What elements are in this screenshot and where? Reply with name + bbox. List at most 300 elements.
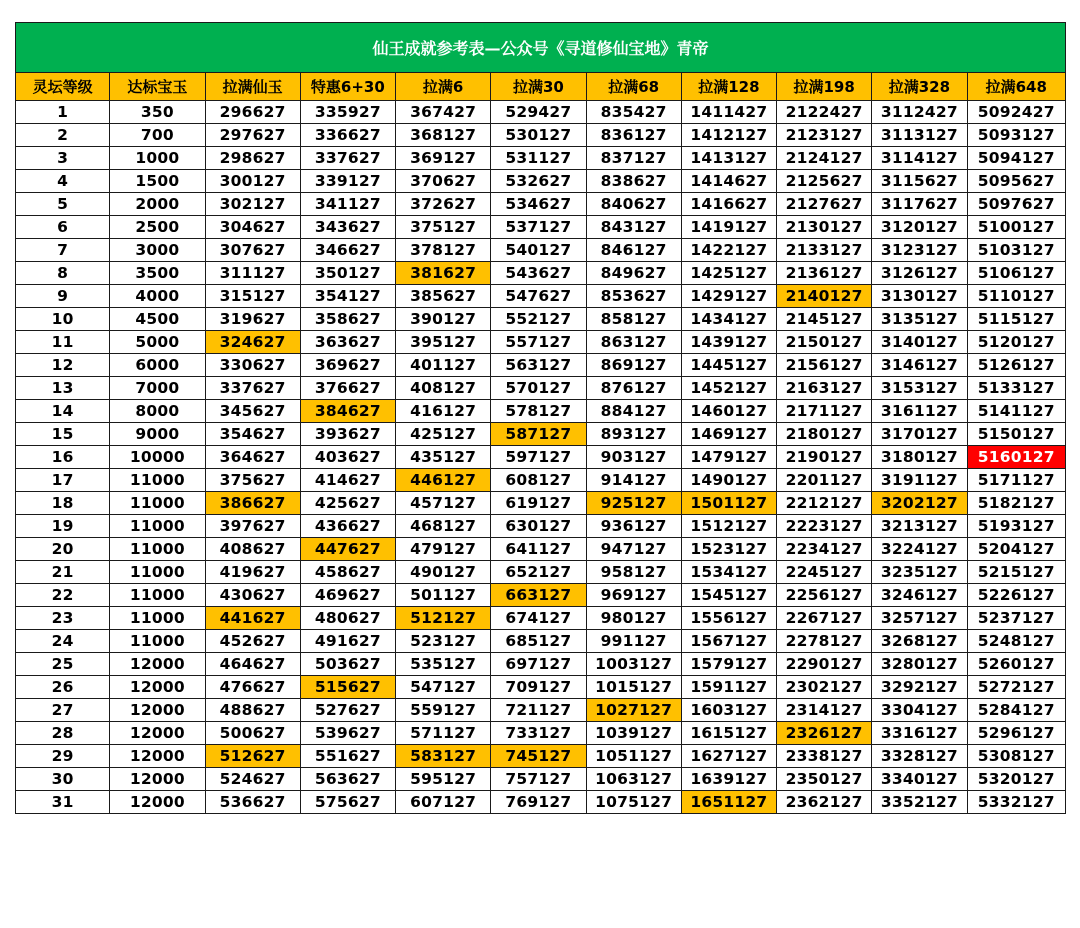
table-cell: 3146127 bbox=[872, 354, 967, 377]
table-cell: 343627 bbox=[300, 216, 395, 239]
table-cell: 1651127 bbox=[681, 791, 776, 814]
table-cell: 2245127 bbox=[777, 561, 872, 584]
table-cell: 2123127 bbox=[777, 124, 872, 147]
table-cell: 745127 bbox=[491, 745, 586, 768]
table-cell: 587127 bbox=[491, 423, 586, 446]
table-cell: 2338127 bbox=[777, 745, 872, 768]
table-cell: 6000 bbox=[110, 354, 205, 377]
table-cell: 430627 bbox=[205, 584, 300, 607]
table-cell: 1414627 bbox=[681, 170, 776, 193]
table-cell: 2140127 bbox=[777, 285, 872, 308]
table-cell: 435127 bbox=[396, 446, 491, 469]
table-cell: 512627 bbox=[205, 745, 300, 768]
table-cell: 2234127 bbox=[777, 538, 872, 561]
table-cell: 619127 bbox=[491, 492, 586, 515]
table-cell: 3304127 bbox=[872, 699, 967, 722]
table-cell: 393627 bbox=[300, 423, 395, 446]
table-cell: 5320127 bbox=[967, 768, 1066, 791]
table-cell: 1434127 bbox=[681, 308, 776, 331]
table-cell: 354127 bbox=[300, 285, 395, 308]
table-row bbox=[16, 722, 1066, 745]
table-cell: 721127 bbox=[491, 699, 586, 722]
table-cell: 5095627 bbox=[967, 170, 1066, 193]
level-cell: 28 bbox=[16, 722, 110, 745]
table-cell: 425627 bbox=[300, 492, 395, 515]
table-cell: 1512127 bbox=[681, 515, 776, 538]
table-cell: 641127 bbox=[491, 538, 586, 561]
level-cell: 16 bbox=[16, 446, 110, 469]
table-cell: 1425127 bbox=[681, 262, 776, 285]
table-cell: 436627 bbox=[300, 515, 395, 538]
table-cell: 480627 bbox=[300, 607, 395, 630]
table-cell: 2130127 bbox=[777, 216, 872, 239]
level-cell: 9 bbox=[16, 285, 110, 308]
table-cell: 853627 bbox=[586, 285, 681, 308]
table-cell: 597127 bbox=[491, 446, 586, 469]
table-cell: 991127 bbox=[586, 630, 681, 653]
level-cell: 11 bbox=[16, 331, 110, 354]
table-cell: 337627 bbox=[300, 147, 395, 170]
table-cell: 4000 bbox=[110, 285, 205, 308]
table-cell: 1479127 bbox=[681, 446, 776, 469]
table-row bbox=[16, 423, 1066, 446]
table-cell: 2350127 bbox=[777, 768, 872, 791]
table-cell: 5097627 bbox=[967, 193, 1066, 216]
table-cell: 2163127 bbox=[777, 377, 872, 400]
table-cell: 490127 bbox=[396, 561, 491, 584]
table-cell: 11000 bbox=[110, 515, 205, 538]
table-row bbox=[16, 561, 1066, 584]
table-cell: 1500 bbox=[110, 170, 205, 193]
table-cell: 12000 bbox=[110, 653, 205, 676]
table-row bbox=[16, 515, 1066, 538]
table-cell: 5094127 bbox=[967, 147, 1066, 170]
table-cell: 3130127 bbox=[872, 285, 967, 308]
table-cell: 5103127 bbox=[967, 239, 1066, 262]
table-cell: 3180127 bbox=[872, 446, 967, 469]
table-cell: 2201127 bbox=[777, 469, 872, 492]
table-cell: 5204127 bbox=[967, 538, 1066, 561]
table-cell: 3120127 bbox=[872, 216, 967, 239]
table-cell: 674127 bbox=[491, 607, 586, 630]
table-cell: 1039127 bbox=[586, 722, 681, 745]
table-cell: 5141127 bbox=[967, 400, 1066, 423]
table-cell: 2190127 bbox=[777, 446, 872, 469]
table-cell: 1627127 bbox=[681, 745, 776, 768]
table-row bbox=[16, 676, 1066, 699]
table-cell: 2223127 bbox=[777, 515, 872, 538]
table-cell: 531127 bbox=[491, 147, 586, 170]
table-cell: 10000 bbox=[110, 446, 205, 469]
table-cell: 947127 bbox=[586, 538, 681, 561]
table-row bbox=[16, 745, 1066, 768]
table-row bbox=[16, 630, 1066, 653]
table-row bbox=[16, 262, 1066, 285]
table-cell: 700 bbox=[110, 124, 205, 147]
table-cell: 769127 bbox=[491, 791, 586, 814]
table-row bbox=[16, 446, 1066, 469]
table-cell: 1429127 bbox=[681, 285, 776, 308]
table-cell: 547627 bbox=[491, 285, 586, 308]
table-cell: 408627 bbox=[205, 538, 300, 561]
table-cell: 345627 bbox=[205, 400, 300, 423]
level-cell: 5 bbox=[16, 193, 110, 216]
table-cell: 5284127 bbox=[967, 699, 1066, 722]
table-cell: 2302127 bbox=[777, 676, 872, 699]
table-cell: 537127 bbox=[491, 216, 586, 239]
level-cell: 23 bbox=[16, 607, 110, 630]
table-cell: 630127 bbox=[491, 515, 586, 538]
level-cell: 26 bbox=[16, 676, 110, 699]
table-cell: 3202127 bbox=[872, 492, 967, 515]
level-cell: 6 bbox=[16, 216, 110, 239]
table-cell: 363627 bbox=[300, 331, 395, 354]
column-header: 拉满328 bbox=[872, 73, 967, 101]
table-row bbox=[16, 285, 1066, 308]
table-cell: 414627 bbox=[300, 469, 395, 492]
table-row bbox=[16, 354, 1066, 377]
table-cell: 2290127 bbox=[777, 653, 872, 676]
table-cell: 336627 bbox=[300, 124, 395, 147]
table-cell: 304627 bbox=[205, 216, 300, 239]
table-cell: 540127 bbox=[491, 239, 586, 262]
table-row bbox=[16, 170, 1066, 193]
table-cell: 447627 bbox=[300, 538, 395, 561]
table-cell: 3170127 bbox=[872, 423, 967, 446]
table-cell: 3316127 bbox=[872, 722, 967, 745]
table-cell: 5260127 bbox=[967, 653, 1066, 676]
table-cell: 3268127 bbox=[872, 630, 967, 653]
table-cell: 4500 bbox=[110, 308, 205, 331]
column-header: 拉满68 bbox=[586, 73, 681, 101]
table-cell: 570127 bbox=[491, 377, 586, 400]
table-cell: 12000 bbox=[110, 699, 205, 722]
table-cell: 9000 bbox=[110, 423, 205, 446]
table-cell: 858127 bbox=[586, 308, 681, 331]
column-header: 拉满198 bbox=[777, 73, 872, 101]
table-row bbox=[16, 308, 1066, 331]
table-cell: 3123127 bbox=[872, 239, 967, 262]
table-cell: 757127 bbox=[491, 768, 586, 791]
column-header: 特惠6+30 bbox=[300, 73, 395, 101]
table-cell: 5248127 bbox=[967, 630, 1066, 653]
table-cell: 503627 bbox=[300, 653, 395, 676]
column-header: 灵坛等级 bbox=[16, 73, 110, 101]
table-cell: 501127 bbox=[396, 584, 491, 607]
table-row bbox=[16, 377, 1066, 400]
table-cell: 1460127 bbox=[681, 400, 776, 423]
table-cell: 536627 bbox=[205, 791, 300, 814]
level-cell: 13 bbox=[16, 377, 110, 400]
table-cell: 5092427 bbox=[967, 101, 1066, 124]
table-cell: 3153127 bbox=[872, 377, 967, 400]
table-cell: 1422127 bbox=[681, 239, 776, 262]
table-cell: 836127 bbox=[586, 124, 681, 147]
table-cell: 3246127 bbox=[872, 584, 967, 607]
column-header: 拉满6 bbox=[396, 73, 491, 101]
table-cell: 3340127 bbox=[872, 768, 967, 791]
level-cell: 14 bbox=[16, 400, 110, 423]
table-cell: 925127 bbox=[586, 492, 681, 515]
table-cell: 1639127 bbox=[681, 768, 776, 791]
table-cell: 515627 bbox=[300, 676, 395, 699]
table-cell: 1413127 bbox=[681, 147, 776, 170]
table-cell: 364627 bbox=[205, 446, 300, 469]
table-cell: 5215127 bbox=[967, 561, 1066, 584]
table-row bbox=[16, 538, 1066, 561]
table-cell: 559127 bbox=[396, 699, 491, 722]
table-cell: 300127 bbox=[205, 170, 300, 193]
table-cell: 685127 bbox=[491, 630, 586, 653]
table-cell: 5000 bbox=[110, 331, 205, 354]
table-cell: 838627 bbox=[586, 170, 681, 193]
table-cell: 849627 bbox=[586, 262, 681, 285]
table-cell: 523127 bbox=[396, 630, 491, 653]
table-cell: 527627 bbox=[300, 699, 395, 722]
table-cell: 532627 bbox=[491, 170, 586, 193]
table-cell: 535127 bbox=[396, 653, 491, 676]
table-cell: 884127 bbox=[586, 400, 681, 423]
table-cell: 315127 bbox=[205, 285, 300, 308]
level-cell: 22 bbox=[16, 584, 110, 607]
table-cell: 11000 bbox=[110, 561, 205, 584]
table-cell: 1490127 bbox=[681, 469, 776, 492]
table-cell: 3112427 bbox=[872, 101, 967, 124]
table-body bbox=[16, 101, 1066, 814]
table-cell: 3191127 bbox=[872, 469, 967, 492]
table-cell: 11000 bbox=[110, 469, 205, 492]
table-cell: 384627 bbox=[300, 400, 395, 423]
column-header: 拉满30 bbox=[491, 73, 586, 101]
header-row bbox=[16, 73, 1066, 101]
table-cell: 1501127 bbox=[681, 492, 776, 515]
table-cell: 3000 bbox=[110, 239, 205, 262]
table-cell: 5133127 bbox=[967, 377, 1066, 400]
table-cell: 5171127 bbox=[967, 469, 1066, 492]
table-cell: 1015127 bbox=[586, 676, 681, 699]
table-cell: 552127 bbox=[491, 308, 586, 331]
level-cell: 30 bbox=[16, 768, 110, 791]
table-cell: 5150127 bbox=[967, 423, 1066, 446]
table-cell: 476627 bbox=[205, 676, 300, 699]
table-row bbox=[16, 400, 1066, 423]
table-cell: 2500 bbox=[110, 216, 205, 239]
table-cell: 863127 bbox=[586, 331, 681, 354]
level-cell: 19 bbox=[16, 515, 110, 538]
table-cell: 543627 bbox=[491, 262, 586, 285]
table-cell: 1603127 bbox=[681, 699, 776, 722]
table-row bbox=[16, 331, 1066, 354]
table-cell: 425127 bbox=[396, 423, 491, 446]
table-cell: 3280127 bbox=[872, 653, 967, 676]
table-row bbox=[16, 216, 1066, 239]
table-cell: 1027127 bbox=[586, 699, 681, 722]
table-cell: 307627 bbox=[205, 239, 300, 262]
table-cell: 1003127 bbox=[586, 653, 681, 676]
table-row bbox=[16, 101, 1066, 124]
table-cell: 608127 bbox=[491, 469, 586, 492]
level-cell: 29 bbox=[16, 745, 110, 768]
table-cell: 319627 bbox=[205, 308, 300, 331]
table-cell: 2156127 bbox=[777, 354, 872, 377]
table-cell: 12000 bbox=[110, 791, 205, 814]
table-cell: 3224127 bbox=[872, 538, 967, 561]
table-cell: 1452127 bbox=[681, 377, 776, 400]
table-cell: 12000 bbox=[110, 745, 205, 768]
table-cell: 408127 bbox=[396, 377, 491, 400]
table-row bbox=[16, 193, 1066, 216]
table-cell: 3113127 bbox=[872, 124, 967, 147]
table-cell: 376627 bbox=[300, 377, 395, 400]
table-cell: 469627 bbox=[300, 584, 395, 607]
column-header: 拉满仙玉 bbox=[205, 73, 300, 101]
table-cell: 2000 bbox=[110, 193, 205, 216]
table-cell: 583127 bbox=[396, 745, 491, 768]
table-cell: 5126127 bbox=[967, 354, 1066, 377]
table-cell: 1051127 bbox=[586, 745, 681, 768]
table-row bbox=[16, 492, 1066, 515]
table-cell: 367427 bbox=[396, 101, 491, 124]
column-header: 达标宝玉 bbox=[110, 73, 205, 101]
level-cell: 7 bbox=[16, 239, 110, 262]
table-cell: 3117627 bbox=[872, 193, 967, 216]
level-cell: 25 bbox=[16, 653, 110, 676]
table-cell: 5120127 bbox=[967, 331, 1066, 354]
level-cell: 2 bbox=[16, 124, 110, 147]
table-cell: 595127 bbox=[396, 768, 491, 791]
table-cell: 441627 bbox=[205, 607, 300, 630]
table-cell: 339127 bbox=[300, 170, 395, 193]
table-cell: 837127 bbox=[586, 147, 681, 170]
table-cell: 663127 bbox=[491, 584, 586, 607]
table-cell: 958127 bbox=[586, 561, 681, 584]
level-cell: 1 bbox=[16, 101, 110, 124]
table-row bbox=[16, 147, 1066, 170]
table-cell: 491627 bbox=[300, 630, 395, 653]
table-cell: 2133127 bbox=[777, 239, 872, 262]
table-cell: 2212127 bbox=[777, 492, 872, 515]
table-cell: 350127 bbox=[300, 262, 395, 285]
table-cell: 843127 bbox=[586, 216, 681, 239]
table-cell: 512127 bbox=[396, 607, 491, 630]
table-row bbox=[16, 699, 1066, 722]
table-cell: 8000 bbox=[110, 400, 205, 423]
table-cell: 1416627 bbox=[681, 193, 776, 216]
table-cell: 575627 bbox=[300, 791, 395, 814]
table-cell: 11000 bbox=[110, 584, 205, 607]
table-row bbox=[16, 607, 1066, 630]
table-cell: 5115127 bbox=[967, 308, 1066, 331]
table-cell: 311127 bbox=[205, 262, 300, 285]
table-cell: 335927 bbox=[300, 101, 395, 124]
column-header: 拉满648 bbox=[967, 73, 1066, 101]
table-cell: 551627 bbox=[300, 745, 395, 768]
table-cell: 330627 bbox=[205, 354, 300, 377]
table-row bbox=[16, 239, 1066, 262]
table-cell: 369127 bbox=[396, 147, 491, 170]
table-cell: 1545127 bbox=[681, 584, 776, 607]
level-cell: 20 bbox=[16, 538, 110, 561]
table-cell: 1579127 bbox=[681, 653, 776, 676]
level-cell: 8 bbox=[16, 262, 110, 285]
table-cell: 5106127 bbox=[967, 262, 1066, 285]
table-cell: 846127 bbox=[586, 239, 681, 262]
level-cell: 4 bbox=[16, 170, 110, 193]
table-cell: 3140127 bbox=[872, 331, 967, 354]
table-cell: 375127 bbox=[396, 216, 491, 239]
table-cell: 1075127 bbox=[586, 791, 681, 814]
table-cell: 2127627 bbox=[777, 193, 872, 216]
table-cell: 11000 bbox=[110, 630, 205, 653]
table-cell: 2122427 bbox=[777, 101, 872, 124]
table-cell: 369627 bbox=[300, 354, 395, 377]
level-cell: 10 bbox=[16, 308, 110, 331]
table-cell: 557127 bbox=[491, 331, 586, 354]
table-cell: 914127 bbox=[586, 469, 681, 492]
table-cell: 1063127 bbox=[586, 768, 681, 791]
table-cell: 468127 bbox=[396, 515, 491, 538]
level-cell: 12 bbox=[16, 354, 110, 377]
table-cell: 401127 bbox=[396, 354, 491, 377]
table-cell: 5160127 bbox=[967, 446, 1066, 469]
table-cell: 2278127 bbox=[777, 630, 872, 653]
table-row bbox=[16, 124, 1066, 147]
table-cell: 2362127 bbox=[777, 791, 872, 814]
level-cell: 21 bbox=[16, 561, 110, 584]
table-cell: 354627 bbox=[205, 423, 300, 446]
table-cell: 539627 bbox=[300, 722, 395, 745]
table-cell: 12000 bbox=[110, 768, 205, 791]
table-cell: 2124127 bbox=[777, 147, 872, 170]
achievement-reference-table bbox=[15, 22, 1066, 814]
level-cell: 27 bbox=[16, 699, 110, 722]
level-cell: 31 bbox=[16, 791, 110, 814]
table-cell: 697127 bbox=[491, 653, 586, 676]
table-title: 仙王成就参考表—公众号《寻道修仙宝地》青帝 bbox=[16, 23, 1066, 73]
table-cell: 464627 bbox=[205, 653, 300, 676]
table-cell: 1469127 bbox=[681, 423, 776, 446]
table-cell: 500627 bbox=[205, 722, 300, 745]
table-row bbox=[16, 768, 1066, 791]
table-cell: 3257127 bbox=[872, 607, 967, 630]
table-cell: 3352127 bbox=[872, 791, 967, 814]
table-cell: 5226127 bbox=[967, 584, 1066, 607]
table-cell: 571127 bbox=[396, 722, 491, 745]
table-cell: 5193127 bbox=[967, 515, 1066, 538]
table-cell: 3292127 bbox=[872, 676, 967, 699]
table-cell: 529427 bbox=[491, 101, 586, 124]
table-cell: 337627 bbox=[205, 377, 300, 400]
table-cell: 346627 bbox=[300, 239, 395, 262]
table-cell: 5110127 bbox=[967, 285, 1066, 308]
table-cell: 395127 bbox=[396, 331, 491, 354]
table-cell: 2136127 bbox=[777, 262, 872, 285]
table-cell: 869127 bbox=[586, 354, 681, 377]
table-cell: 5093127 bbox=[967, 124, 1066, 147]
level-cell: 15 bbox=[16, 423, 110, 446]
level-cell: 3 bbox=[16, 147, 110, 170]
column-header: 拉满128 bbox=[681, 73, 776, 101]
table-cell: 969127 bbox=[586, 584, 681, 607]
table-cell: 563627 bbox=[300, 768, 395, 791]
table-cell: 903127 bbox=[586, 446, 681, 469]
level-cell: 17 bbox=[16, 469, 110, 492]
table-cell: 416127 bbox=[396, 400, 491, 423]
table-cell: 372627 bbox=[396, 193, 491, 216]
table-cell: 1567127 bbox=[681, 630, 776, 653]
table-cell: 1534127 bbox=[681, 561, 776, 584]
table-cell: 298627 bbox=[205, 147, 300, 170]
